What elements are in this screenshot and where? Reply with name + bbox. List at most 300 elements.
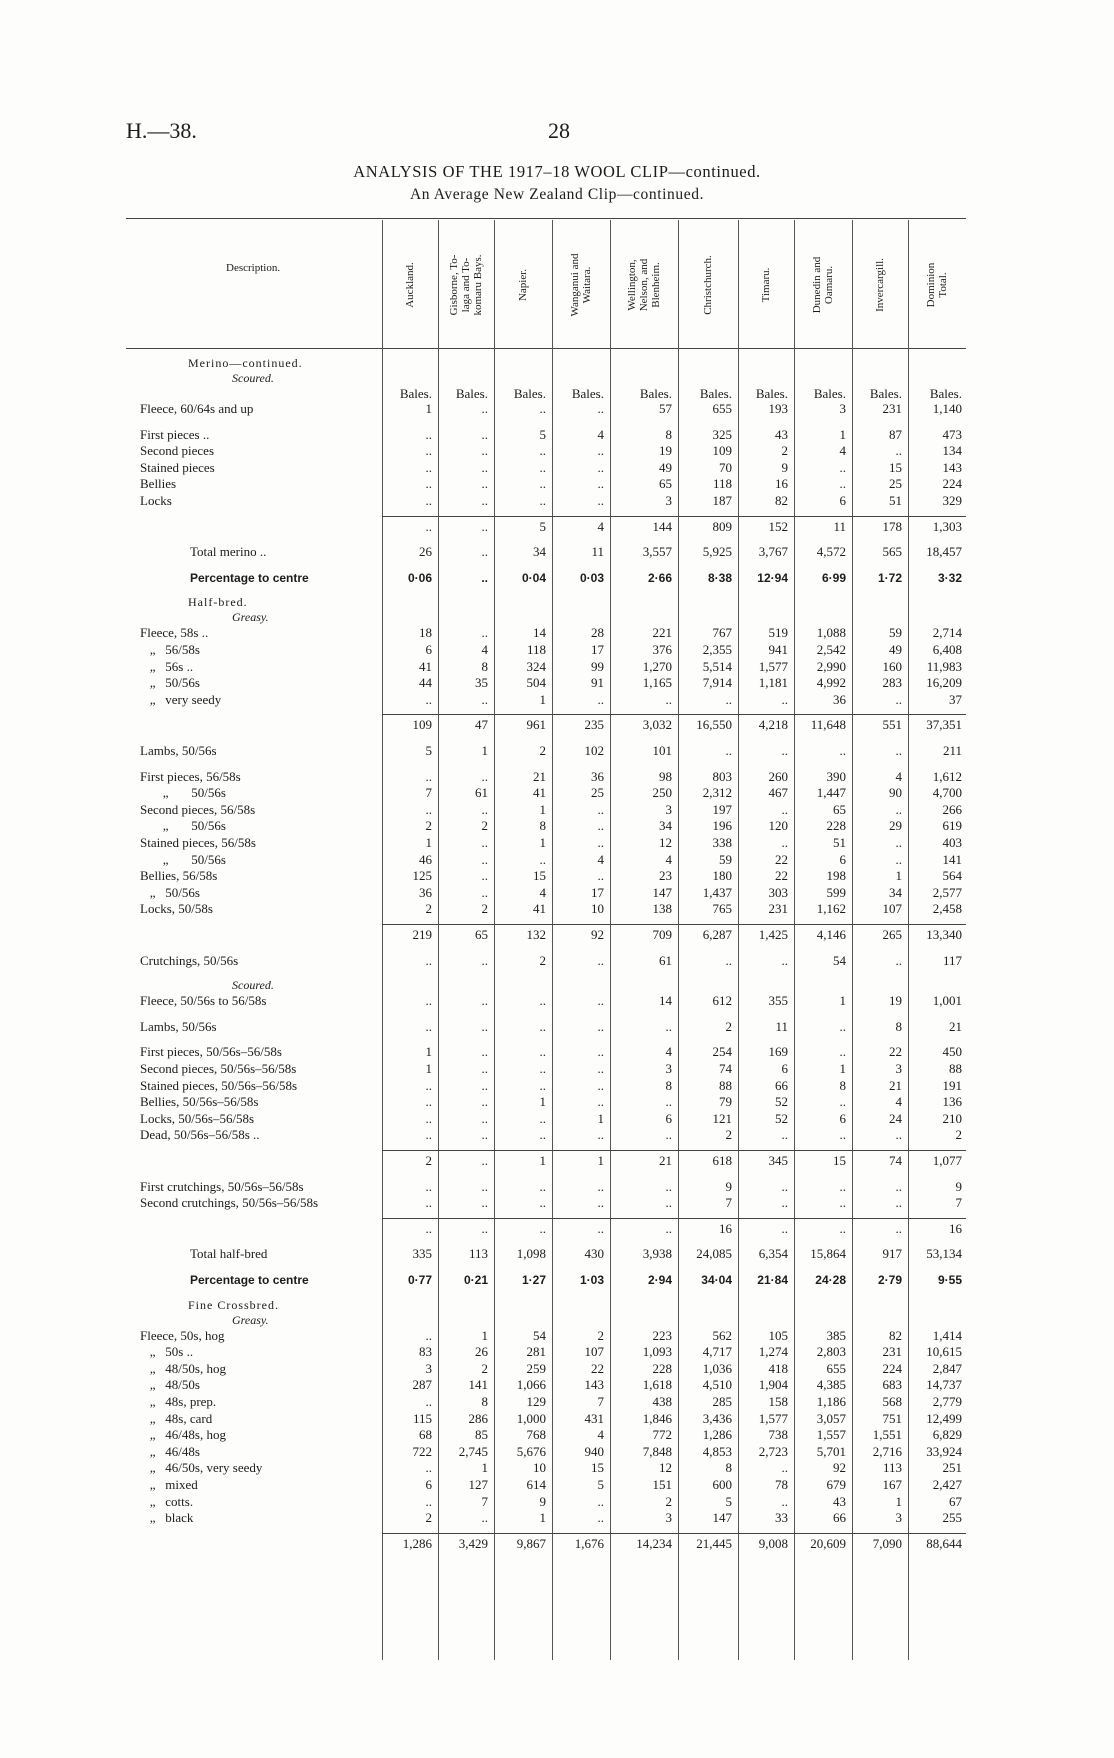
row-label: „ 46/50s, very seedy bbox=[140, 1460, 263, 1476]
table-cell: 18,457 bbox=[926, 544, 962, 560]
row-label: First pieces .. bbox=[140, 426, 210, 442]
table-cell: 121 bbox=[712, 1110, 732, 1126]
table-cell: .. bbox=[597, 1510, 604, 1526]
subsection-heading: Scoured. bbox=[232, 978, 274, 993]
table-cell: 4 bbox=[481, 642, 488, 657]
table-cell: 1,303 bbox=[932, 518, 962, 534]
table-cell: 13,340 bbox=[926, 927, 962, 942]
table-cell: .. bbox=[425, 443, 432, 459]
table-cell: 551 bbox=[882, 717, 902, 733]
table-cell: 180 bbox=[712, 868, 732, 884]
table-cell: 187 bbox=[712, 493, 732, 508]
row-label: Second pieces, 50/56s–56/58s bbox=[140, 1061, 297, 1076]
row-label: „ 50/56s bbox=[140, 884, 200, 900]
table-cell: .. bbox=[597, 835, 604, 850]
table-cell: .. bbox=[539, 1077, 546, 1093]
row-label: First pieces, 56/58s bbox=[140, 768, 241, 784]
table-cell: 7 bbox=[725, 1195, 732, 1211]
table-cell: 1 bbox=[425, 401, 432, 416]
table-cell: 1 bbox=[539, 801, 546, 817]
table-cell: .. bbox=[665, 1018, 672, 1034]
table-cell: 6 bbox=[839, 1110, 846, 1126]
table-cell: 6,354 bbox=[758, 1246, 788, 1262]
table-cell: 4 bbox=[539, 884, 546, 900]
table-cell: 231 bbox=[882, 1344, 902, 1360]
table-cell: .. bbox=[839, 743, 846, 758]
table-cell: 1,425 bbox=[758, 927, 788, 942]
table-cell: 16 bbox=[949, 1220, 962, 1236]
unit-cell: Bales. bbox=[455, 386, 488, 401]
table-cell: 1·27 bbox=[521, 1273, 546, 1287]
table-cell: .. bbox=[665, 1195, 672, 1211]
table-cell: 4 bbox=[597, 426, 604, 442]
table-cell: 67 bbox=[949, 1493, 962, 1509]
table-cell: 10,615 bbox=[926, 1344, 962, 1360]
row-label: „ 56/58s bbox=[140, 642, 200, 657]
table-cell: 143 bbox=[942, 459, 962, 475]
column-header-description: Description. bbox=[226, 262, 281, 274]
table-cell: 1,551 bbox=[872, 1427, 902, 1443]
table-cell: 231 bbox=[768, 901, 788, 917]
table-cell: 6 bbox=[425, 1477, 432, 1492]
table-cell: .. bbox=[539, 443, 546, 459]
table-cell: .. bbox=[597, 818, 604, 834]
table-cell: .. bbox=[781, 1493, 788, 1509]
table-cell: .. bbox=[481, 868, 488, 884]
table-cell: 345 bbox=[768, 1153, 788, 1168]
table-cell: 431 bbox=[584, 1410, 604, 1426]
table-cell: 37 bbox=[949, 691, 962, 707]
table-cell: 5 bbox=[725, 1493, 732, 1509]
table-cell: 41 bbox=[533, 901, 546, 917]
table-cell: 34 bbox=[889, 884, 902, 900]
table-cell: 18 bbox=[419, 625, 432, 641]
table-cell: .. bbox=[781, 691, 788, 707]
table-cell: .. bbox=[425, 1094, 432, 1110]
table-cell: 2·79 bbox=[877, 1273, 902, 1287]
table-cell: 250 bbox=[652, 785, 672, 801]
table-cell: 3 bbox=[895, 1510, 902, 1526]
table-cell: .. bbox=[425, 1178, 432, 1194]
table-cell: 21·84 bbox=[757, 1273, 788, 1287]
table-cell: 167 bbox=[882, 1477, 902, 1492]
table-cell: .. bbox=[481, 835, 488, 850]
table-cell: 0·77 bbox=[407, 1273, 432, 1287]
table-cell: 10 bbox=[591, 901, 604, 917]
table-cell: 1,577 bbox=[758, 1410, 788, 1426]
table-cell: 14 bbox=[659, 993, 672, 1009]
table-cell: 224 bbox=[882, 1360, 902, 1376]
table-cell: 1 bbox=[481, 743, 488, 758]
table-cell: 74 bbox=[719, 1061, 732, 1076]
table-cell: .. bbox=[539, 1061, 546, 1076]
table-cell: 5 bbox=[425, 743, 432, 758]
row-label: Bellies bbox=[140, 476, 177, 492]
table-cell: .. bbox=[725, 952, 732, 968]
table-cell: 117 bbox=[942, 952, 962, 968]
table-cell: 3 bbox=[665, 1510, 672, 1526]
table-cell: 2,577 bbox=[932, 884, 962, 900]
table-cell: 1,036 bbox=[702, 1360, 732, 1376]
table-cell: 6 bbox=[839, 851, 846, 867]
table-cell: 144 bbox=[652, 518, 672, 534]
table-cell: 88 bbox=[949, 1061, 962, 1076]
table-cell: .. bbox=[839, 1018, 846, 1034]
row-label: „ 46/48s bbox=[140, 1443, 200, 1459]
table-cell: 141 bbox=[942, 851, 962, 867]
table-cell: 151 bbox=[652, 1477, 672, 1492]
table-cell: .. bbox=[425, 1220, 432, 1236]
table-cell: 127 bbox=[468, 1477, 488, 1492]
table-cell: 2,542 bbox=[816, 642, 846, 657]
row-label: „ 50/56s bbox=[140, 851, 226, 867]
table-cell: .. bbox=[481, 993, 488, 1009]
subtotal-row bbox=[0, 1153, 1114, 1169]
table-cell: 129 bbox=[526, 1394, 546, 1409]
table-cell: 7 bbox=[955, 1195, 962, 1211]
table-cell: 8·38 bbox=[707, 570, 732, 585]
table-cell: 219 bbox=[412, 927, 432, 942]
page-number: 28 bbox=[548, 118, 570, 143]
column-header-auckland: Auckland. bbox=[404, 261, 416, 308]
table-cell: 961 bbox=[526, 717, 546, 733]
table-cell: 281 bbox=[526, 1344, 546, 1360]
table-cell: .. bbox=[425, 1195, 432, 1211]
table-cell: 22 bbox=[775, 851, 788, 867]
table-cell: .. bbox=[895, 1127, 902, 1143]
table-cell: 2,716 bbox=[872, 1443, 902, 1459]
table-cell: 355 bbox=[768, 993, 788, 1009]
table-cell: 0·21 bbox=[463, 1273, 488, 1287]
table-cell: 8 bbox=[539, 818, 546, 834]
unit-cell: Bales. bbox=[869, 386, 902, 401]
table-cell: 4 bbox=[839, 443, 846, 459]
table-cell: 285 bbox=[712, 1394, 732, 1409]
table-cell: .. bbox=[781, 1178, 788, 1194]
table-cell: 11 bbox=[591, 544, 604, 560]
table-cell: 266 bbox=[942, 801, 962, 817]
table-cell: 152 bbox=[768, 518, 788, 534]
table-cell: 2 bbox=[481, 901, 488, 917]
table-row bbox=[0, 427, 1114, 443]
table-cell: 11,983 bbox=[926, 658, 962, 674]
table-row bbox=[0, 1510, 1114, 1526]
table-cell: 33,924 bbox=[926, 1443, 962, 1459]
row-label: „ 50s .. bbox=[140, 1344, 194, 1360]
table-cell: 4 bbox=[597, 1427, 604, 1443]
table-cell: 1,447 bbox=[816, 785, 846, 801]
table-cell: 2 bbox=[425, 1153, 432, 1168]
table-cell: 1 bbox=[839, 993, 846, 1009]
table-cell: 158 bbox=[768, 1394, 788, 1409]
table-cell: 809 bbox=[712, 518, 732, 534]
table-cell: 3,938 bbox=[642, 1246, 672, 1262]
table-cell: 17 bbox=[591, 642, 604, 657]
table-row bbox=[0, 901, 1114, 917]
row-label: Total merino .. bbox=[190, 544, 267, 560]
table-cell: 772 bbox=[652, 1427, 672, 1443]
column-header-napier: Napier. bbox=[517, 268, 529, 301]
table-cell: 65 bbox=[833, 801, 846, 817]
table-row bbox=[0, 1094, 1114, 1110]
table-cell: 26 bbox=[419, 544, 432, 560]
table-cell: .. bbox=[481, 801, 488, 817]
table-cell: 519 bbox=[768, 625, 788, 641]
table-cell: 467 bbox=[768, 785, 788, 801]
table-row bbox=[0, 659, 1114, 675]
table-row bbox=[0, 785, 1114, 801]
table-cell: 7 bbox=[425, 785, 432, 801]
subtotal-rule bbox=[382, 924, 966, 925]
table-cell: 9 bbox=[725, 1178, 732, 1194]
table-cell: 376 bbox=[652, 642, 672, 657]
table-cell: .. bbox=[781, 1127, 788, 1143]
table-cell: 751 bbox=[882, 1410, 902, 1426]
table-cell: 4,717 bbox=[702, 1344, 732, 1360]
table-title: ANALYSIS OF THE 1917–18 WOOL CLIP—continued. bbox=[353, 162, 761, 181]
table-cell: .. bbox=[425, 801, 432, 817]
row-label: „ mixed bbox=[140, 1477, 198, 1492]
table-cell: 0·06 bbox=[407, 570, 432, 585]
row-label: Locks bbox=[140, 493, 172, 508]
table-cell: 403 bbox=[942, 835, 962, 850]
table-cell: 20,609 bbox=[810, 1535, 846, 1551]
table-cell: 1,612 bbox=[932, 768, 962, 784]
table-cell: 1,286 bbox=[702, 1427, 732, 1443]
table-cell: 16,550 bbox=[696, 717, 732, 733]
row-label: Total half-bred bbox=[190, 1246, 268, 1262]
row-label: „ 48s, card bbox=[140, 1410, 213, 1426]
table-row bbox=[0, 1361, 1114, 1377]
table-cell: 3 bbox=[895, 1061, 902, 1076]
table-cell: .. bbox=[665, 1220, 672, 1236]
table-cell: 52 bbox=[775, 1110, 788, 1126]
table-cell: 4 bbox=[895, 768, 902, 784]
table-cell: .. bbox=[539, 993, 546, 1009]
row-label: „ 48/50s, hog bbox=[140, 1360, 226, 1376]
table-row bbox=[0, 401, 1114, 417]
table-cell: 26 bbox=[475, 1344, 488, 1360]
subtotal-row bbox=[0, 1536, 1114, 1552]
table-cell: .. bbox=[425, 518, 432, 534]
table-row bbox=[0, 1427, 1114, 1443]
table-cell: 612 bbox=[712, 993, 732, 1009]
table-cell: .. bbox=[481, 426, 488, 442]
table-cell: .. bbox=[839, 1044, 846, 1060]
section-heading: Fine Crossbred. bbox=[188, 1297, 279, 1312]
table-row bbox=[0, 1460, 1114, 1476]
table-cell: 4,385 bbox=[816, 1377, 846, 1393]
table-cell: 138 bbox=[652, 901, 672, 917]
table-row bbox=[0, 1061, 1114, 1077]
table-cell: 36 bbox=[591, 768, 604, 784]
table-cell: 324 bbox=[526, 658, 546, 674]
table-cell: 1,557 bbox=[816, 1427, 846, 1443]
table-cell: 136 bbox=[942, 1094, 962, 1110]
table-cell: 4 bbox=[895, 1094, 902, 1110]
table-cell: .. bbox=[839, 1178, 846, 1194]
table-cell: 803 bbox=[712, 768, 732, 784]
row-label: „ cotts. bbox=[140, 1493, 194, 1509]
table-cell: 41 bbox=[533, 785, 546, 801]
table-cell: .. bbox=[597, 476, 604, 492]
table-cell: .. bbox=[539, 1220, 546, 1236]
table-cell: 655 bbox=[826, 1360, 846, 1376]
table-cell: .. bbox=[665, 1094, 672, 1110]
table-row bbox=[0, 493, 1114, 509]
table-cell: .. bbox=[597, 1094, 604, 1110]
subtotal-row bbox=[0, 1221, 1114, 1237]
table-cell: 11,648 bbox=[810, 717, 846, 733]
table-cell: 564 bbox=[942, 868, 962, 884]
table-cell: 0·04 bbox=[521, 570, 546, 585]
table-cell: 1 bbox=[895, 868, 902, 884]
table-cell: 49 bbox=[889, 642, 902, 657]
table-cell: .. bbox=[481, 851, 488, 867]
table-cell: 679 bbox=[826, 1477, 846, 1492]
table-cell: 15 bbox=[833, 1153, 846, 1168]
table-cell: .. bbox=[481, 1018, 488, 1034]
table-cell: .. bbox=[597, 443, 604, 459]
table-cell: .. bbox=[425, 993, 432, 1009]
table-cell: 5,514 bbox=[702, 658, 732, 674]
table-cell: 6,829 bbox=[932, 1427, 962, 1443]
table-cell: .. bbox=[539, 1018, 546, 1034]
table-cell: 941 bbox=[768, 642, 788, 657]
table-cell: .. bbox=[781, 743, 788, 758]
table-cell: .. bbox=[481, 493, 488, 508]
table-row bbox=[0, 769, 1114, 785]
table-cell: 24·28 bbox=[815, 1273, 846, 1287]
table-cell: 53,134 bbox=[926, 1246, 962, 1262]
table-cell: 9 bbox=[539, 1493, 546, 1509]
table-cell: 107 bbox=[882, 901, 902, 917]
table-cell: .. bbox=[425, 1460, 432, 1476]
table-cell: 473 bbox=[942, 426, 962, 442]
table-cell: 2·66 bbox=[647, 570, 672, 585]
table-cell: .. bbox=[597, 493, 604, 508]
table-cell: 5,701 bbox=[816, 1443, 846, 1459]
table-cell: .. bbox=[839, 476, 846, 492]
table-cell: 1,098 bbox=[516, 1246, 546, 1262]
table-cell: 265 bbox=[882, 927, 902, 942]
subtotal-row bbox=[0, 927, 1114, 943]
table-cell: 115 bbox=[412, 1410, 432, 1426]
table-cell: 9,867 bbox=[516, 1535, 546, 1551]
table-cell: 160 bbox=[882, 658, 902, 674]
table-cell: .. bbox=[597, 401, 604, 416]
unit-cell: Bales. bbox=[755, 386, 788, 401]
table-cell: .. bbox=[539, 1195, 546, 1211]
units-row bbox=[0, 386, 1114, 402]
table-cell: 2 bbox=[725, 1127, 732, 1143]
table-subtitle: An Average New Zealand Clip—continued. bbox=[409, 186, 705, 203]
table-cell: 286 bbox=[468, 1410, 488, 1426]
table-cell: 88,644 bbox=[926, 1535, 962, 1551]
table-cell: 709 bbox=[652, 927, 672, 942]
table-cell: 1,274 bbox=[758, 1344, 788, 1360]
table-cell: 224 bbox=[942, 476, 962, 492]
column-header-wellington: Wellington, Nelson, and Blenheim. bbox=[626, 258, 662, 311]
unit-cell: Bales. bbox=[639, 386, 672, 401]
table-cell: 41 bbox=[419, 658, 432, 674]
table-cell: 169 bbox=[768, 1044, 788, 1060]
table-cell: 21 bbox=[659, 1153, 672, 1168]
table-cell: 14 bbox=[533, 625, 546, 641]
table-cell: 23 bbox=[659, 868, 672, 884]
subtotal-rule bbox=[382, 516, 966, 517]
table-cell: 7,914 bbox=[702, 675, 732, 691]
table-cell: 1,162 bbox=[816, 901, 846, 917]
section-heading: Half-bred. bbox=[188, 595, 248, 610]
table-row bbox=[0, 852, 1114, 868]
table-cell: 619 bbox=[942, 818, 962, 834]
table-cell: .. bbox=[597, 801, 604, 817]
row-label: Bellies, 50/56s–56/58s bbox=[140, 1094, 259, 1110]
table-cell: 15 bbox=[889, 459, 902, 475]
row-label: Stained pieces, 56/58s bbox=[140, 835, 256, 850]
subtotal-rule bbox=[382, 1218, 966, 1219]
table-cell: .. bbox=[895, 801, 902, 817]
table-cell: 7,090 bbox=[872, 1535, 902, 1551]
table-cell: 15 bbox=[533, 868, 546, 884]
table-cell: 1,088 bbox=[816, 625, 846, 641]
table-cell: 329 bbox=[942, 493, 962, 508]
table-cell: 90 bbox=[889, 785, 902, 801]
table-cell: 430 bbox=[584, 1246, 604, 1262]
table-cell: 1 bbox=[425, 1061, 432, 1076]
table-cell: 1 bbox=[597, 1153, 604, 1168]
table-cell: 2 bbox=[781, 443, 788, 459]
table-cell: .. bbox=[481, 443, 488, 459]
table-cell: .. bbox=[597, 1077, 604, 1093]
row-label: Stained pieces, 50/56s–56/58s bbox=[140, 1077, 298, 1093]
header-top-rule bbox=[126, 218, 966, 219]
table-cell: 1 bbox=[539, 835, 546, 850]
row-label: Second pieces bbox=[140, 443, 215, 459]
table-row bbox=[0, 476, 1114, 492]
table-cell: .. bbox=[481, 884, 488, 900]
table-cell: 19 bbox=[889, 993, 902, 1009]
table-cell: 66 bbox=[775, 1077, 788, 1093]
table-cell: 1,414 bbox=[932, 1327, 962, 1343]
table-cell: 59 bbox=[719, 851, 732, 867]
table-cell: 61 bbox=[659, 952, 672, 968]
table-cell: .. bbox=[597, 952, 604, 968]
table-cell: 102 bbox=[584, 743, 604, 758]
subtotal-rule bbox=[382, 1150, 966, 1151]
table-cell: 6 bbox=[839, 493, 846, 508]
row-label: Locks, 50/56s–56/58s bbox=[140, 1110, 255, 1126]
table-cell: 1,846 bbox=[642, 1410, 672, 1426]
table-cell: 16 bbox=[719, 1220, 732, 1236]
table-cell: 255 bbox=[942, 1510, 962, 1526]
row-label: Bellies, 56/58s bbox=[140, 868, 218, 884]
table-cell: 1,186 bbox=[816, 1394, 846, 1409]
table-cell: .. bbox=[481, 691, 488, 707]
table-cell: 49 bbox=[659, 459, 672, 475]
unit-cell: Bales. bbox=[813, 386, 846, 401]
table-cell: 7,848 bbox=[642, 1443, 672, 1459]
table-cell: 6 bbox=[781, 1061, 788, 1076]
table-cell: 6·99 bbox=[821, 570, 846, 585]
table-cell: .. bbox=[539, 851, 546, 867]
table-cell: 59 bbox=[889, 625, 902, 641]
table-cell: 43 bbox=[775, 426, 788, 442]
unit-cell: Bales. bbox=[399, 386, 432, 401]
table-cell: 5 bbox=[539, 426, 546, 442]
table-cell: 5 bbox=[597, 1477, 604, 1492]
